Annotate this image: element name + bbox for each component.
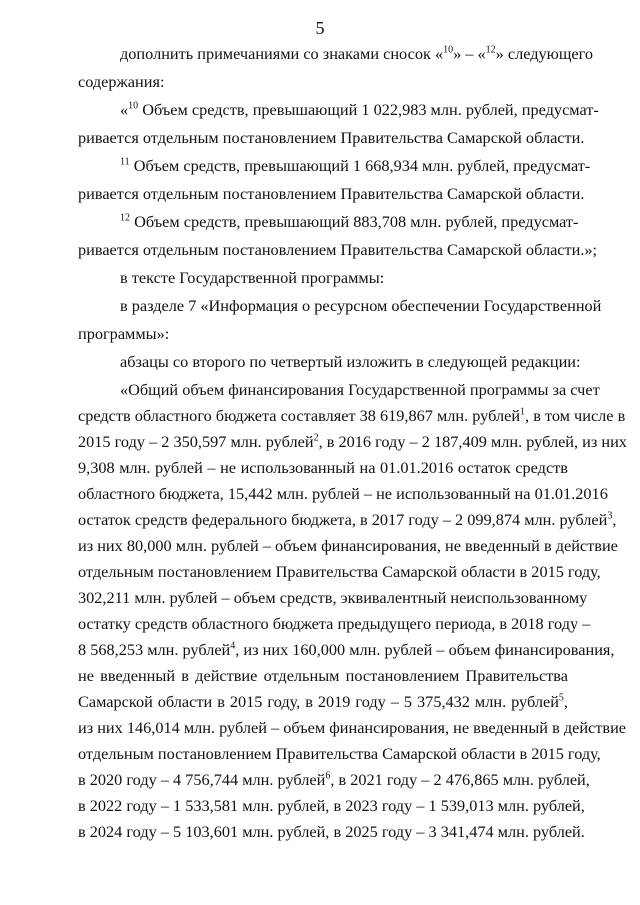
text-line: абзацы со второго по четвертый изложить в следующей редакции:	[120, 352, 581, 371]
text-line: в 2020 году – 4 756,744 млн. рублей$^6$, в 2021 году – 2 476,865 млн. рублей,	[78, 770, 590, 789]
text-line: в 2024 году – 5 103,601 млн. рублей, в 2025 году – 3 341,474 млн. рублей.	[78, 822, 585, 841]
text-line: отдельным постановлением Правительства Самарской области в 2015 году,	[78, 744, 601, 763]
text-line: в 2022 году – 1 533,581 млн. рублей, в 2023 году – 1 539,013 млн. рублей,	[78, 796, 585, 815]
text-line: отдельным постановлением Правительства Самарской области в 2015 году,	[78, 562, 601, 581]
text-line: из них 146,014 млн. рублей – объем финансирования, не введенный в действие	[78, 718, 627, 737]
text-line: «$^{10}$ Объем средств, превышающий 1 022,983 млн. рублей, предусмат-	[120, 100, 599, 119]
text-line: дополнить примечаниями со знаками сносок «$^{10}$» – «$^{12}$» следующего	[120, 44, 593, 63]
text-line: программы»:	[78, 324, 170, 343]
page-number: 5	[315, 18, 325, 38]
text-line: из них 80,000 млн. рублей – объем финансирования, не введенный в действие	[78, 536, 618, 555]
text-line: 2015 году – 2 350,597 млн. рублей$^2$, в 2016 году – 2 187,409 млн. рублей, из них	[78, 432, 627, 451]
text-line: содержания:	[78, 72, 165, 91]
text-line: в тексте Государственной программы:	[120, 268, 385, 287]
text-line: остатку средств областного бюджета предыдущего периода, в 2018 году –	[78, 614, 591, 633]
text-line: $^{12}$ Объем средств, превышающий 883,708 млн. рублей, предусмат-	[120, 212, 579, 231]
text-line: ривается отдельным постановлением Правительства Самарской области.	[78, 128, 585, 147]
text-line: Самарской области в 2015 году, в 2019 году – 5 375,432 млн. рублей$^5$,	[78, 692, 568, 711]
text-line: 302,211 млн. рублей – объем средств, эквивалентный неиспользованному	[78, 588, 588, 607]
text-line: ривается отдельным постановлением Правительства Самарской области.	[78, 184, 585, 203]
text-line: ривается отдельным постановлением Правительства Самарской области.»;	[78, 240, 598, 259]
text-line: остаток средств федерального бюджета, в 2017 году – 2 099,874 млн. рублей$^3$,	[78, 510, 617, 529]
text-line: средств областного бюджета составляет 38 619,867 млн. рублей$^1$, в том числе в	[78, 406, 626, 425]
text-line: $^{11}$ Объем средств, превышающий 1 668,934 млн. рублей, предусмат-	[120, 156, 591, 175]
text-line: «Общий объем финансирования Государственной программы за счет	[120, 380, 600, 399]
text-line: областного бюджета, 15,442 млн. рублей – не использованный на 01.01.2016	[78, 484, 608, 503]
text-line: в разделе 7 «Информация о ресурсном обеспечении Государственной	[120, 296, 602, 315]
text-line: 8 568,253 млн. рублей$^4$, из них 160,000 млн. рублей – объем финансирования,	[78, 640, 615, 659]
text-line: не введенный в действие отдельным постановлением Правительства	[78, 666, 568, 685]
text-line: 9,308 млн. рублей – не использованный на 01.01.2016 остаток средств	[78, 458, 568, 477]
